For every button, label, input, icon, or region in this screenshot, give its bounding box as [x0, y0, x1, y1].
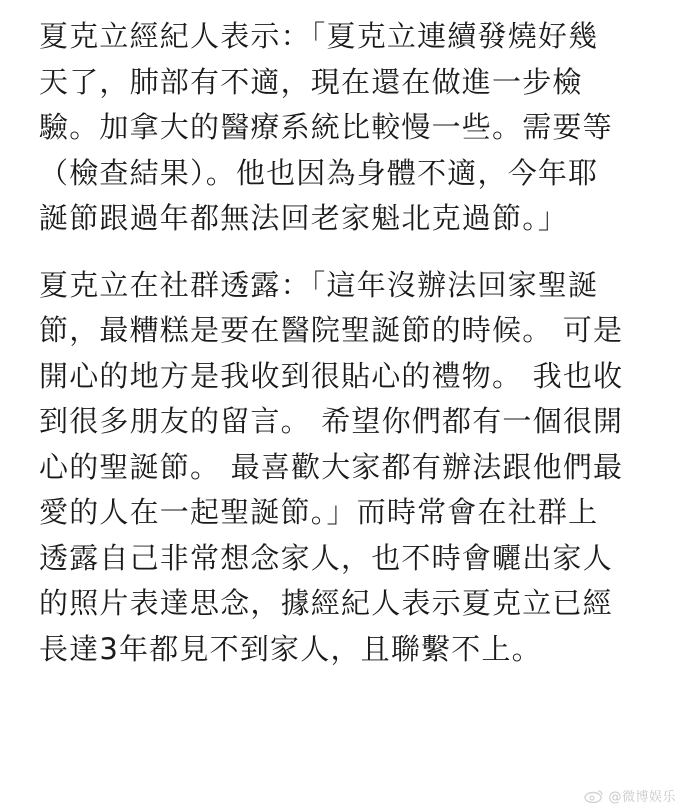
text-line: 的照片表達思念，據經紀人表示夏克立已經: [39, 586, 613, 620]
text-line: 開心的地方是我收到很貼心的禮物。 我也收: [39, 358, 624, 393]
weibo-logo-icon: [584, 789, 604, 803]
text-line: 天了，肺部有不適，現在還在做進一步檢: [39, 64, 583, 99]
watermark-text: @微博娱乐: [608, 790, 676, 805]
text-line: 透露自己非常想念家人，也不時會曬出家人: [39, 540, 613, 575]
text-line: 誕節跟過年都無法回老家魁北克過節。」: [39, 201, 569, 235]
text-line: 長達3年都見不到家人，且聯繫不上。: [39, 631, 542, 666]
text-line: 驗。加拿大的醫療系統比較慢一些。需要等: [39, 110, 613, 144]
text-line: 到很多朋友的留言。 希望你們都有一個很開: [39, 404, 624, 438]
paragraph-agent-statement: [39, 14, 657, 242]
text-line: 心的聖誕節。 最喜歡大家都有辦法跟他們最: [39, 449, 624, 484]
text-line: 夏克立經紀人表示：「夏克立連續發燒好幾: [39, 19, 599, 53]
paragraph-social-post: [39, 263, 657, 673]
text-line: 節，最糟糕是要在醫院聖誕節的時候。 可是: [39, 313, 624, 347]
watermark: [584, 786, 676, 805]
article-body: [39, 14, 657, 672]
text-line: 夏克立在社群透露：「這年沒辦法回家聖誕: [39, 267, 599, 302]
text-line: 愛的人在一起聖誕節。」而時常會在社群上: [39, 495, 599, 529]
text-line: （檢查結果）。他也因為身體不適，今年耶: [39, 155, 599, 190]
